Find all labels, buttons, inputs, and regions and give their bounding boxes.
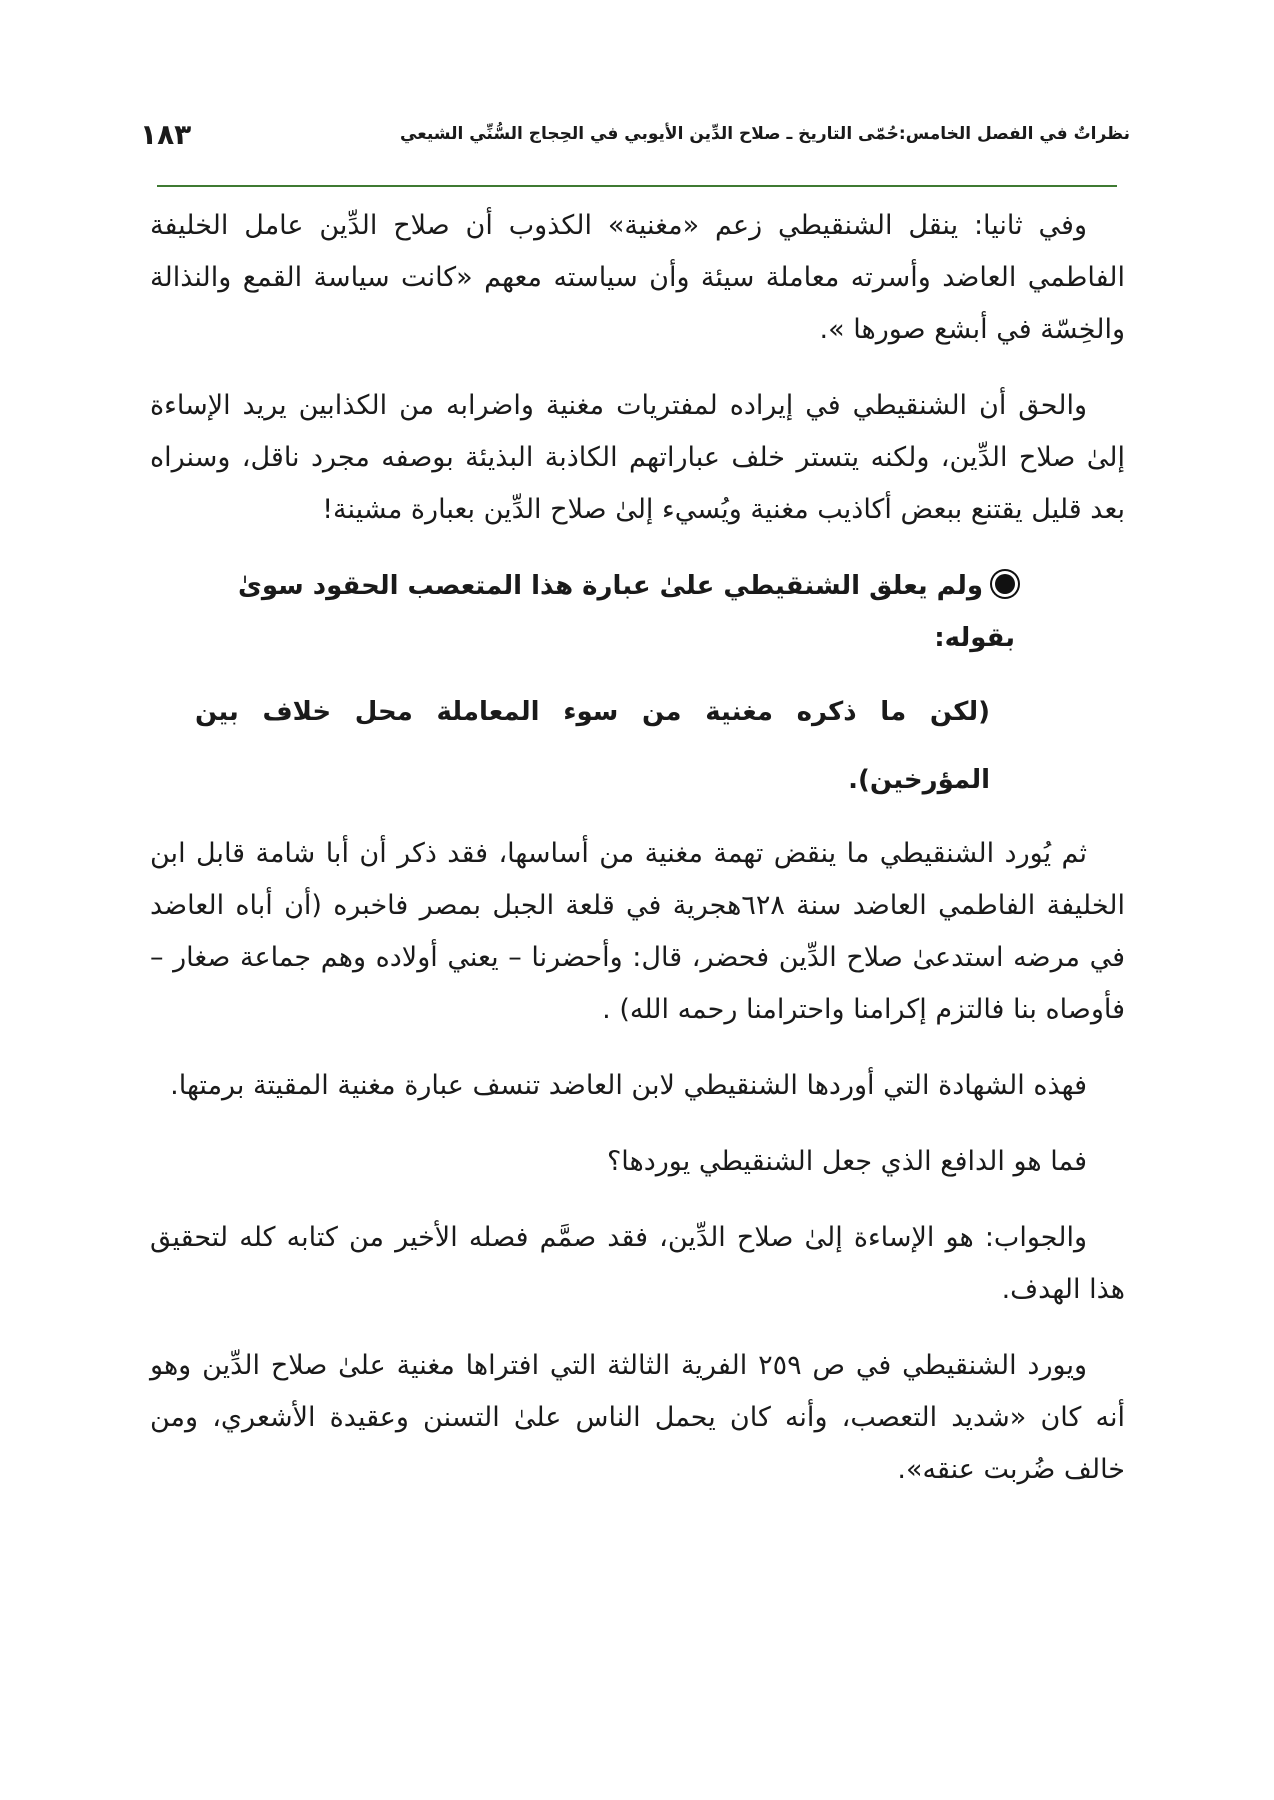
paragraph-text: والجواب: هو الإساءة إلىٰ صلاح الدِّين، فقد صمَّم فصله الأخير من كتابه كله لتحقيق هذا الهدف. [150,1222,1125,1305]
paragraph [150,200,1125,356]
dotted-circle-bullet-icon [995,574,1015,594]
bullet-text: ولم يعلق الشنقيطي علىٰ عبارة هذا المتعصب الحقود سوىٰ بقوله: [237,571,1015,653]
paragraph-text: وفي ثانيا: ينقل الشنقيطي زعم «مغنية» الكذوب أن صلاح الدِّين عامل الخليفة الفاطمي العاضد وأسرته معاملة سيئة وأن سياسته معهم «كانت سياسة القمع والنذالة والخِسّة في أبشع صورها ». [150,210,1125,345]
paragraph-text: ويورد الشنقيطي في ص ٢٥٩ الفرية الثالثة التي افتراها مغنية علىٰ صلاح الدِّين وهو أنه كان «شديد التعصب، وأنه كان يحمل الناس علىٰ التسنن وعقيدة الأشعري، ومن خالف ضُربت عنقه». [150,1350,1125,1485]
running-title: نظراتٌ في الفصل الخامس:حُمّى التاريخ ـ صلاح الدِّين الأيوبي في الحِجاج السُّنِّي الشيعي [400,124,1130,144]
running-header [140,118,1130,158]
paragraph-text: فهذه الشهادة التي أوردها الشنقيطي لابن العاضد تنسف عبارة مغنية المقيتة برمتها. [170,1070,1087,1101]
bullet-heading [150,560,1125,664]
paragraph [150,1212,1125,1316]
paragraph-text: والحق أن الشنقيطي في إيراده لمفتريات مغنية واضرابه من الكذابين يريد الإساءة إلىٰ صلاح الدِّين، ولكنه يتستر خلف عباراتهم الكاذبة البذيئة بوصفه مجرد ناقل، وسنراه بعد قليل يقتنع ببعض أكاذيب مغنية ويُسيء إلىٰ صلاح الدِّين بعبارة مشينة! [150,390,1125,525]
paragraph [150,380,1125,536]
paragraph [150,1340,1125,1496]
paragraph-text: فما هو الدافع الذي جعل الشنقيطي يوردها؟ [606,1146,1087,1177]
page-body [150,200,1125,1520]
paragraph [150,828,1125,1036]
header-rule [157,185,1117,187]
page-number: ١٨٣ [140,118,192,151]
paragraph-text: ثم يُورد الشنقيطي ما ينقض تهمة مغنية من أساسها، فقد ذكر أن أبا شامة قابل ابن الخليفة الفاطمي العاضد سنة ٦٢٨هجرية في قلعة الجبل بمصر فاخبره (أن أباه العاضد في مرضه استدعىٰ صلاح الدِّين فحضر، قال: وأحضرنا – يعني أولاده وهم جماعة صغار – فأوصاه بنا فالتزم إكرامنا واحترامنا رحمه الله) . [150,838,1125,1025]
paragraph [150,1136,1125,1188]
paragraph [150,1060,1125,1112]
block-quote: (لكن ما ذكره مغنية من سوء المعاملة محل خلاف بين المؤرخين). [195,697,990,795]
